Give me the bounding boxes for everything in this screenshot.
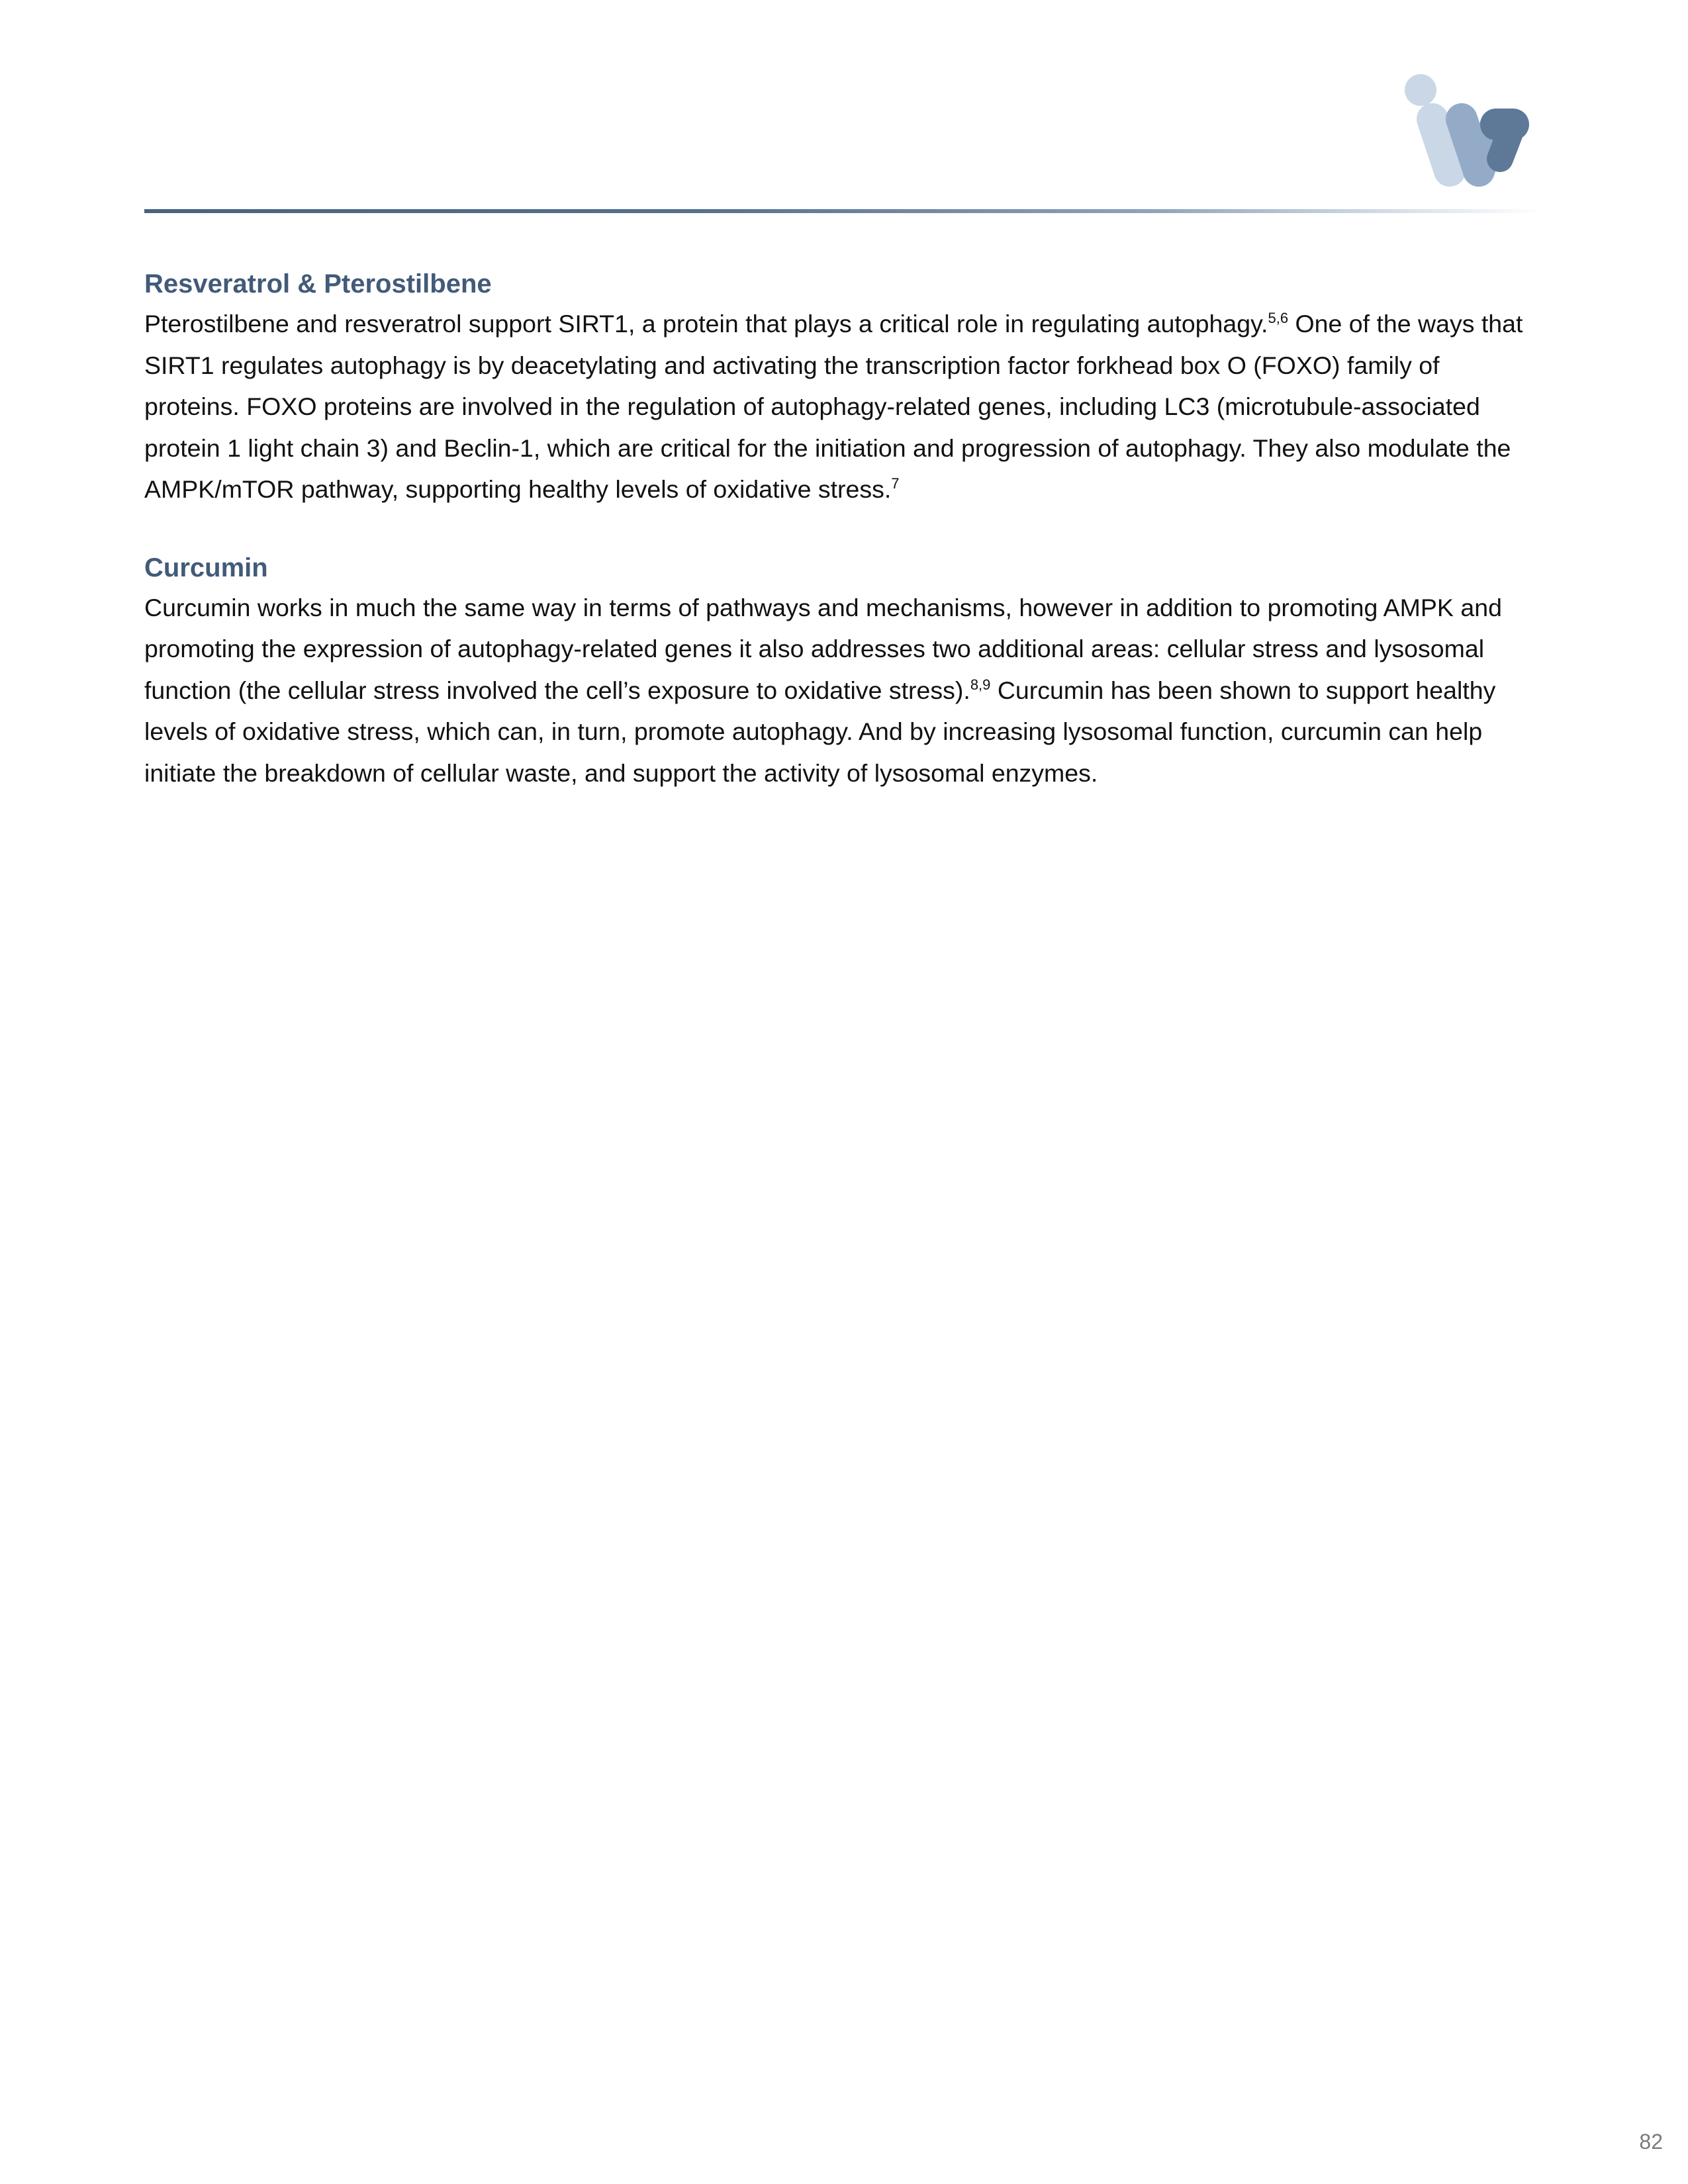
paragraph-text: One of the ways that SIRT1 regulates autophagy is by deacetylating and activating the transcription factor forkhead box O (FOXO) family of proteins. FOXO proteins are involved in the regulation of autophagy-related genes, including LC3 (microtubule-associated protein 1 light chain 3) and Beclin-1, which are critical for the initiation and progression of autophagy. They also modulate the AMPK/mTOR pathway, supporting healthy levels of oxidative stress. [144,310,1523,503]
section-paragraph [144,303,1534,510]
section-title: Curcumin [144,553,268,582]
paragraph-text: Curcumin works in much the same way in terms of pathways and mechanisms, however in addition to promoting AMPK and promoting the expression of autophagy-related genes it also addresses two additional areas: cellular stress and lysosomal function (the cellular stress involved the cell’s exposure to oxidative stress). [144,593,1502,704]
section-title: Resveratrol & Pterostilbene [144,269,492,298]
paragraph-text: Pterostilbene and resveratrol support SIRT1, a protein that plays a critical role in regulating autophagy. [144,310,1268,338]
section-curcumin [144,549,1534,794]
document-body [144,265,1534,832]
section-resveratrol-pterostilbene [144,265,1534,510]
citation-superscript: 8,9 [970,676,991,693]
paragraph-text: Curcumin has been shown to support healthy levels of oxidative stress, which can, in turn, promote autophagy. And by increasing lysosomal function, curcumin can help initiate the breakdown of cellular waste, and support the activity of lysosomal enzymes. [144,676,1496,787]
header-divider [144,209,1542,213]
logo-stroke-dark-b [1500,124,1513,159]
logo-stroke-light [1432,119,1450,171]
brand-logo-icon [1402,71,1548,197]
logo-dot [1405,74,1436,106]
citation-superscript: 5,6 [1268,310,1289,326]
page-number: 82 [1639,2130,1663,2154]
citation-superscript: 7 [891,475,900,492]
section-paragraph [144,587,1534,794]
